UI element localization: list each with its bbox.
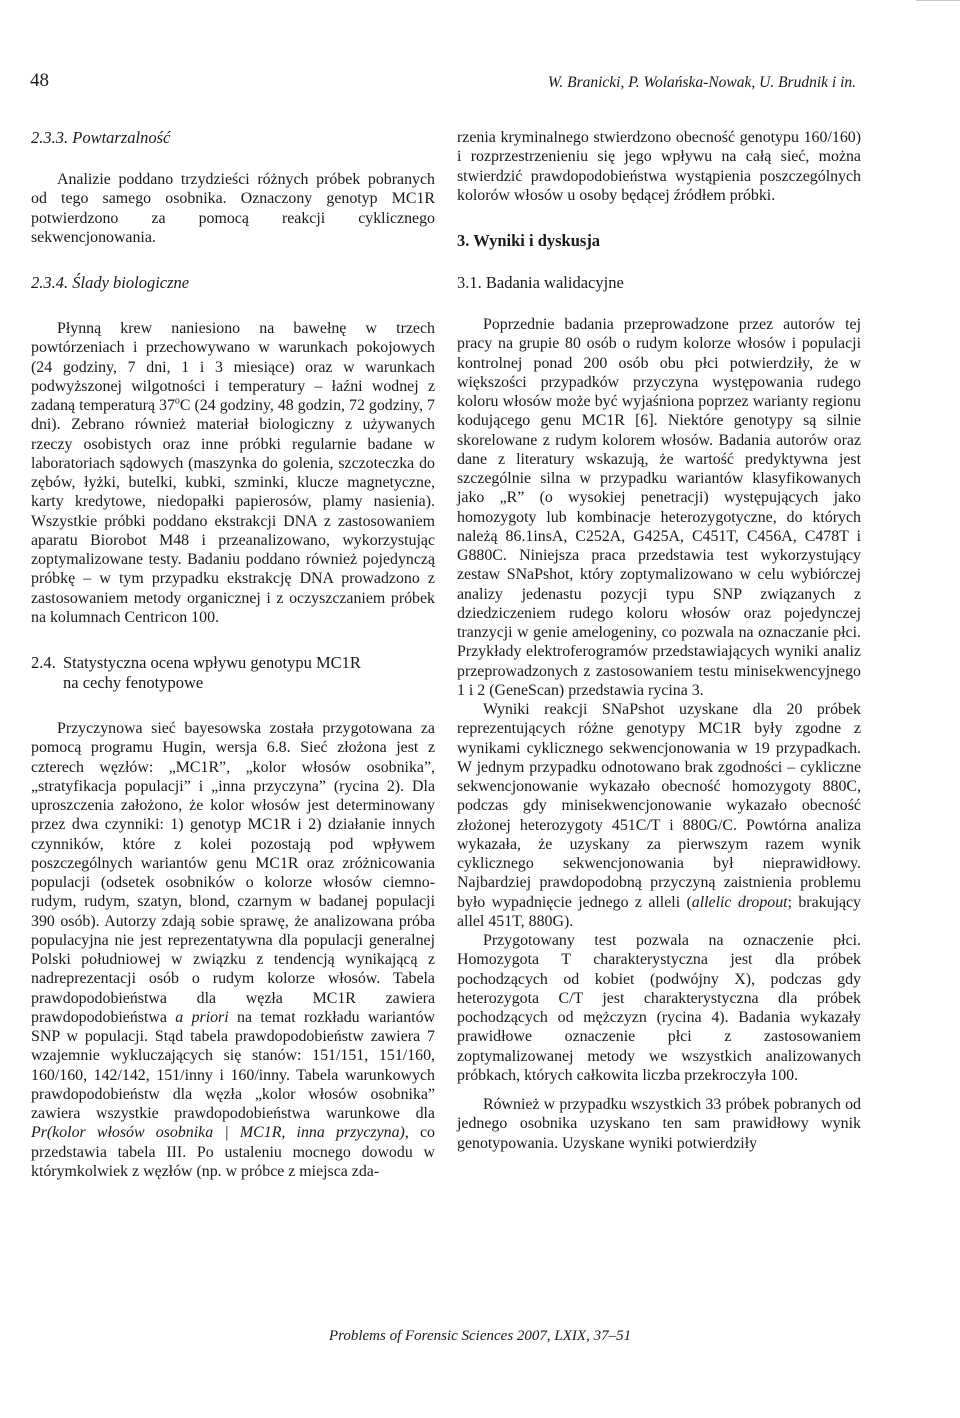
page-footer: Problems of Forensic Sciences 2007, LXIX, 37–51 <box>328 1328 632 1344</box>
italic-run: Pr(kolor włosów osobnika | MC1R, inna przyczyna) <box>31 1124 405 1142</box>
page-number: 48 <box>30 70 49 91</box>
section-heading-3: 3. Wyniki i dyskusja <box>457 231 601 250</box>
paragraph-validation-3: Przygotowany test pozwala na oznaczenie płci. Homozygota T charakterystyczna jest dla próbek pochodzących od kobiet (podwójny X), podczas gdy heterozygota C/T jest charakterystyczna dla próbek pochodzących od mężczyzn (rycina 4). Badania wykazały prawidłowe oznaczenie płci z zastosowaniem zoptymalizowanej metody we wszystkich analizowanych próbkach, których całkowita liczba przekroczyła 100. <box>457 932 861 1084</box>
right-column <box>457 128 861 1153</box>
section-heading-2-4 <box>31 653 435 693</box>
paragraph-bayesian-network <box>31 719 435 1181</box>
section-heading-3-1: 3.1. Badania walidacyjne <box>457 273 624 292</box>
section-heading-2-3-4: 2.3.4. Ślady biologiczne <box>31 273 190 292</box>
paragraph-biological-traces <box>31 319 435 627</box>
text-run: na temat rozkładu wariantów SNP w populacji. Stąd tabela prawdopodobieństw zawiera 7 wzajemnie wykluczających się stanów: 151/151, 151/160, 160/160, 142/142, 151/inny i 160/inny. Tabela warunkowych prawdopodobieństw dla węzła „kolor włosów osobnika” zawiera wszystkie prawdopodobieństwa warunkowe dla <box>31 1008 435 1122</box>
section-heading-2-3-3: 2.3.3. Powtarzalność <box>31 128 171 147</box>
degree-superscript: o <box>174 395 180 407</box>
paragraph-reproducibility: Analizie poddano trzydzieści różnych próbek pobranych od tego samego osobnika. Oznaczony genotyp MC1R potwierdzono za pomocą reakcji cyklicznego sekwencjonowania. <box>31 171 435 246</box>
paragraph-validation-2 <box>457 700 861 931</box>
text-run: C (24 godziny, 48 godzin, 72 godziny, 7 dni). Zebrano również materiał biologiczny z używanych rzeczy osobistych oraz inne próbki regularnie badane w laboratoriach sądowych (maszynka do golenia, szczoteczka do zębów, łyżki, butelki, kubki, szminki, klucze magnetyczne, karty kredytowe, niedopałki papierosów, plamy nasienia). Wszystkie próbki poddano ekstrakcji DNA z zastosowaniem aparatu Biorobot M48 i przeanalizowano, wykorzystując zoptymalizowane testy. Badaniu poddano również pojedynczą próbkę – w tym przypadku ekstrakcję DNA prowadzono z zastosowaniem metody organicznej i z oczyszczaniem próbek na kolumnach Centricon 100. <box>31 397 435 626</box>
running-head: W. Branicki, P. Wolańska-Nowak, U. Brudnik i in. <box>547 74 856 91</box>
page-corner-rule <box>916 0 960 5</box>
section-title-line2: na cechy fenotypowe <box>63 673 204 692</box>
paragraph-validation-1: Poprzednie badania przeprowadzone przez autorów tej pracy na grupie 80 osób o rudym kolorze włosów i populacji kontrolnej ponad 200 osób obu płci potwierdziły, że w większości przypadków przyczyna występowania rudego koloru włosów może być wyjaśniona poprzez warianty regionu kodującego genu MC1R [6]. Niektóre genotypy są silnie skorelowane z rudym kolorem włosów. Badania autorów oraz dane z literatury wskazują, że wartość predyktywna jest szczególnie silna w przypadku wariantów klasyfikowanych jako „R” (o wysokiej penetracji) występujących jako homozygoty lub kombinacje heterozygotyczne, do których należą 86.1insA, C252A, G425A, C451T, C456A, C478T i G880C. Niniejsza praca przedstawia test wykorzystujący zestaw SNaPshot, który zoptymalizowano w celu wybiórczej analizy jedenastu pozycji typu SNP związanych z dziedziczeniem rudego koloru włosów oraz pojedynczej tranzycji w genie amelogeniny, co pozwala na oznaczanie płci. Przykłady elektroferogramów przedstawiających wyniki analiz przeprowadzonych z zastosowaniem testu minisekwencyjnego 1 i 2 (GeneScan) przedstawia rycina 3. <box>457 316 861 699</box>
text-run: Wyniki reakcji SNaPshot uzyskane dla 20 próbek reprezentujących różne genotypy MC1R były zgodne z wynikami cyklicznego sekwencjonowania w 19 przypadkach. W jednym przypadku odnotowano brak zgodności – cykliczne sekwencjonowanie wykazało obecność homozygoty 880C, podczas gdy minisekwencjonowanie wykazało obecność złożonej heterozygoty 451C/T i 880G/C. Powtórna analiza wykazała, że uzyskany za pierwszym razem wynik cyklicznego sekwencjonowania był nieprawidłowy. Najbardziej prawdopodobną przyczyną zaistnienia problemu było wypadnięcie jednego z alleli ( <box>457 701 861 911</box>
text-run: ; brakujący allel 451T, 880G). <box>457 893 861 930</box>
italic-run: a priori <box>175 1008 229 1026</box>
paragraph-validation-4: Również w przypadku wszystkich 33 próbek pobranych od jednego osobnika uzyskano ten sam prawidłowy wynik genotypowania. Uzyskane wyniki potwierdziły <box>457 1096 861 1152</box>
paragraph-continuation: rzenia kryminalnego stwierdzono obecność genotypu 160/160) i rozprzestrzenieniu się jego wpływu na całą sieć, można stwierdzić prawdopodobieństwa wystąpienia poszczególnych kolorów włosów u osoby będącej źródłem próbki. <box>457 129 861 204</box>
text-run: , co przedstawia tabela III. Po ustaleniu mocnego dowodu w którymkolwiek z węzłów (np. w próbce z miejsca zda- <box>31 1124 436 1180</box>
section-title-line1: Statystyczna ocena wpływu genotypu MC1R <box>63 653 361 672</box>
page-header <box>0 70 960 100</box>
italic-run: allelic dropout <box>691 893 788 911</box>
left-column <box>31 128 435 1181</box>
section-number: 2.4. <box>31 653 56 672</box>
text-run: Przyczynowa sieć bayesowska została przygotowana za pomocą programu Hugin, wersja 6.8. Sieć złożona jest z czterech węzłów: „MC1R”, „kolor włosów osobnika”, „stratyfikacja populacji” i „inna przyczyna” (rycina 2). Dla uproszczenia założono, że kolor włosów jest determinowany przez dwa czynniki: 1) genotyp MC1R i 2) działanie innych czynników, które z kolei pozostają pod wpływem poszczególnych wariantów genu MC1R oraz zróżnicowania populacji (odsetek osobników o kolorze włosów ciemno-rudym, rudym, szatyn, blond, czarnym w badanej populacji 390 osób). Autorzy zdają sobie sprawę, że analizowana próba populacyjna nie jest reprezentatywna dla populacji generalnej Polski południowej w związku z tendencją wynikającą z nadreprezentacji osób o rudym kolorze włosów. Tabela prawdopodobieństwa dla węzła MC1R zawiera prawdopodobieństwa <box>31 720 435 1026</box>
text-run: Płynną krew naniesiono na bawełnę w trzech powtórzeniach i przechowywano w warunkach pokojowych (24 godziny, 7 dni, 1 i 3 miesiące) oraz w warunkach podwyższonej wilgotności i temperatury – łaźni wodnej z zadaną temperaturą 37 <box>31 320 435 414</box>
